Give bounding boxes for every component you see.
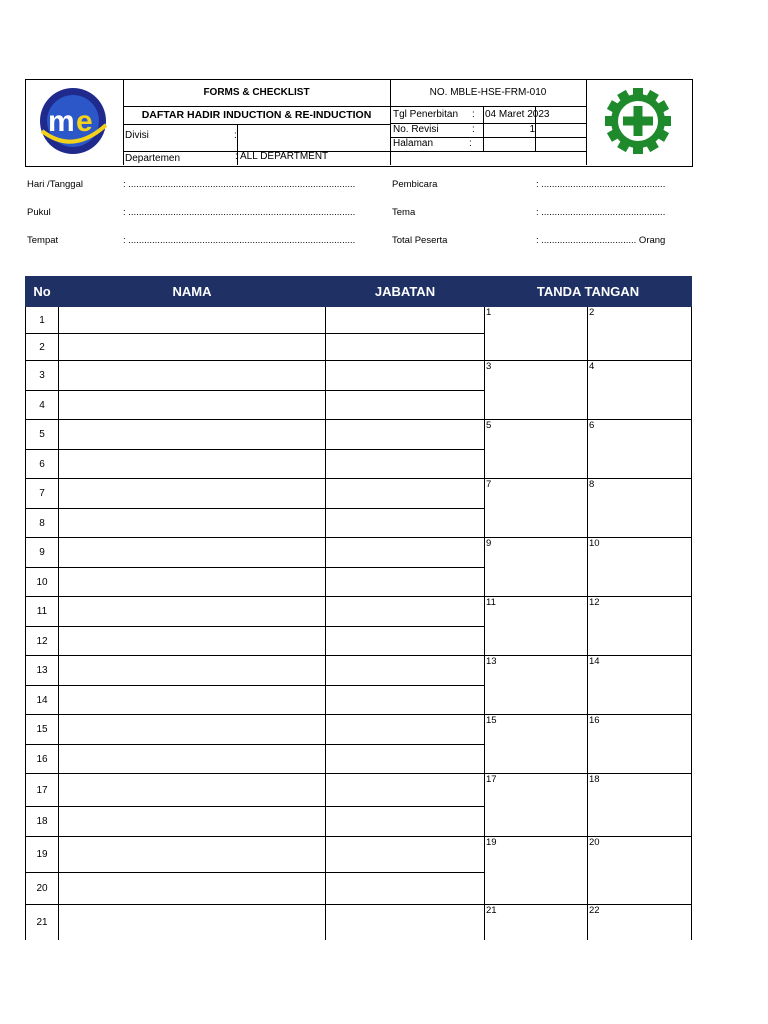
pembicara-value[interactable]: : ............................................... (536, 179, 666, 190)
row-number: 16 (26, 745, 59, 774)
tempat-label: Tempat (27, 235, 59, 246)
attendance-table (25, 276, 692, 940)
row-number: 10 (26, 568, 59, 597)
signature-cell[interactable]: 1 (485, 307, 588, 361)
signature-cell[interactable]: 2 (588, 307, 692, 361)
total-peserta-label: Total Peserta (392, 235, 448, 246)
jabatan-cell[interactable] (326, 807, 485, 837)
row-number: 9 (26, 538, 59, 568)
table-row (26, 597, 692, 627)
table-row (26, 774, 692, 807)
row-number: 4 (26, 391, 59, 420)
signature-cell[interactable]: 3 (485, 361, 588, 420)
nama-cell[interactable] (59, 807, 326, 837)
row-number: 3 (26, 361, 59, 391)
table-row (26, 479, 692, 509)
table-row (26, 715, 692, 745)
table-row (26, 837, 692, 873)
tgl-penerbitan-label: Tgl Penerbitan (393, 109, 459, 120)
row-number: 6 (26, 450, 59, 479)
jabatan-cell[interactable] (326, 905, 485, 940)
form-title: DAFTAR HADIR INDUCTION & RE-INDUCTION (141, 109, 372, 121)
nama-cell[interactable] (59, 307, 326, 334)
signature-cell[interactable]: 15 (485, 715, 588, 774)
row-number: 15 (26, 715, 59, 745)
row-number: 7 (26, 479, 59, 509)
signature-cell[interactable]: 8 (588, 479, 692, 538)
row-number: 12 (26, 627, 59, 656)
pukul-value[interactable]: : ...................................................................................... (123, 207, 356, 218)
tema-label: Tema (392, 207, 416, 218)
signature-cell[interactable]: 5 (485, 420, 588, 479)
jabatan-cell[interactable] (326, 391, 485, 420)
form-header (25, 79, 693, 167)
no-revisi-label: No. Revisi (393, 124, 439, 135)
table-row (26, 307, 692, 334)
nama-cell[interactable] (59, 686, 326, 715)
jabatan-cell[interactable] (326, 686, 485, 715)
no-revisi-value: 1 (529, 124, 535, 135)
signature-cell[interactable]: 7 (485, 479, 588, 538)
row-number: 14 (26, 686, 59, 715)
jabatan-cell[interactable] (326, 597, 485, 627)
tempat-value[interactable]: : ...................................................................................... (123, 235, 356, 246)
nama-cell[interactable] (59, 627, 326, 656)
header-rule (123, 124, 390, 125)
jabatan-cell[interactable] (326, 715, 485, 745)
jabatan-cell[interactable] (326, 479, 485, 509)
header-tanda-tangan: TANDA TANGAN (485, 277, 692, 307)
nama-cell[interactable] (59, 450, 326, 479)
signature-cell[interactable]: 9 (485, 538, 588, 597)
jabatan-cell[interactable] (326, 656, 485, 686)
divisi-colon: : (234, 130, 237, 141)
signature-cell[interactable]: 16 (588, 715, 692, 774)
table-row (26, 361, 692, 391)
tgl-penerbitan-colon: : (472, 109, 475, 120)
header-divider (483, 107, 484, 152)
table-row (26, 538, 692, 568)
jabatan-cell[interactable] (326, 627, 485, 656)
row-number: 8 (26, 509, 59, 538)
signature-cell[interactable]: 14 (588, 656, 692, 715)
departemen-colon: : (235, 151, 238, 162)
row-number: 21 (26, 905, 59, 940)
header-jabatan: JABATAN (326, 277, 485, 307)
jabatan-cell[interactable] (326, 361, 485, 391)
hari-tanggal-label: Hari /Tanggal (27, 179, 83, 190)
total-peserta-value[interactable]: : .................................... Orang (536, 235, 666, 246)
departemen-value[interactable]: ALL DEPARTMENT (240, 151, 329, 162)
halaman-colon: : (469, 138, 472, 149)
signature-cell[interactable]: 22 (588, 905, 692, 940)
table-row (26, 905, 692, 940)
signature-cell[interactable]: 18 (588, 774, 692, 837)
nama-cell[interactable] (59, 837, 326, 873)
form-type: FORMS & CHECKLIST (203, 87, 310, 98)
departemen-label: Departemen (125, 153, 181, 164)
signature-cell[interactable]: 12 (588, 597, 692, 656)
nama-cell[interactable] (59, 391, 326, 420)
jabatan-cell[interactable] (326, 873, 485, 905)
k3-safety-gear-icon (602, 88, 674, 154)
pukul-label: Pukul (27, 207, 51, 218)
jabatan-cell[interactable] (326, 774, 485, 807)
nama-cell[interactable] (59, 715, 326, 745)
nama-cell[interactable] (59, 479, 326, 509)
svg-text:e: e (76, 105, 93, 138)
tgl-penerbitan-value: 04 Maret 2023 (485, 109, 550, 120)
jabatan-cell[interactable] (326, 745, 485, 774)
nama-cell[interactable] (59, 361, 326, 391)
nama-cell[interactable] (59, 774, 326, 807)
divisi-label: Divisi (125, 130, 149, 141)
signature-cell[interactable]: 17 (485, 774, 588, 837)
header-nama: NAMA (59, 277, 326, 307)
nama-cell[interactable] (59, 873, 326, 905)
halaman-label: Halaman (393, 138, 434, 149)
row-number: 17 (26, 774, 59, 807)
jabatan-cell[interactable] (326, 509, 485, 538)
jabatan-cell[interactable] (326, 837, 485, 873)
row-number: 11 (26, 597, 59, 627)
nama-cell[interactable] (59, 597, 326, 627)
no-revisi-colon: : (472, 124, 475, 135)
row-number: 13 (26, 656, 59, 686)
row-number: 19 (26, 837, 59, 873)
signature-cell[interactable]: 10 (588, 538, 692, 597)
signature-cell[interactable]: 13 (485, 656, 588, 715)
jabatan-cell[interactable] (326, 334, 485, 361)
nama-cell[interactable] (59, 509, 326, 538)
signature-cell[interactable]: 4 (588, 361, 692, 420)
row-number: 18 (26, 807, 59, 837)
company-logo (36, 87, 110, 155)
jabatan-cell[interactable] (326, 450, 485, 479)
header-rule (123, 151, 586, 152)
header-rule (123, 106, 586, 107)
row-number: 20 (26, 873, 59, 905)
nama-cell[interactable] (59, 334, 326, 361)
nama-cell[interactable] (59, 568, 326, 597)
jabatan-cell[interactable] (326, 307, 485, 334)
document-number: NO. MBLE-HSE-FRM-010 (429, 87, 547, 98)
header-no: No (26, 277, 59, 307)
jabatan-cell[interactable] (326, 420, 485, 450)
row-number: 2 (26, 334, 59, 361)
svg-text:m: m (48, 105, 75, 138)
nama-cell[interactable] (59, 656, 326, 686)
nama-cell[interactable] (59, 420, 326, 450)
table-header-row (26, 277, 692, 307)
table-row (26, 420, 692, 450)
header-divider (586, 80, 587, 165)
nama-cell[interactable] (59, 905, 326, 940)
signature-cell[interactable]: 21 (485, 905, 588, 940)
row-number: 5 (26, 420, 59, 450)
tema-value[interactable]: : ............................................... (536, 207, 666, 218)
signature-cell[interactable]: 6 (588, 420, 692, 479)
signature-cell[interactable]: 20 (588, 837, 692, 905)
jabatan-cell[interactable] (326, 538, 485, 568)
nama-cell[interactable] (59, 745, 326, 774)
table-row (26, 656, 692, 686)
signature-cell[interactable]: 19 (485, 837, 588, 905)
signature-cell[interactable]: 11 (485, 597, 588, 656)
row-number: 1 (26, 307, 59, 334)
nama-cell[interactable] (59, 538, 326, 568)
hari-tanggal-value[interactable]: : ...................................................................................... (123, 179, 356, 190)
pembicara-label: Pembicara (392, 179, 438, 190)
jabatan-cell[interactable] (326, 568, 485, 597)
